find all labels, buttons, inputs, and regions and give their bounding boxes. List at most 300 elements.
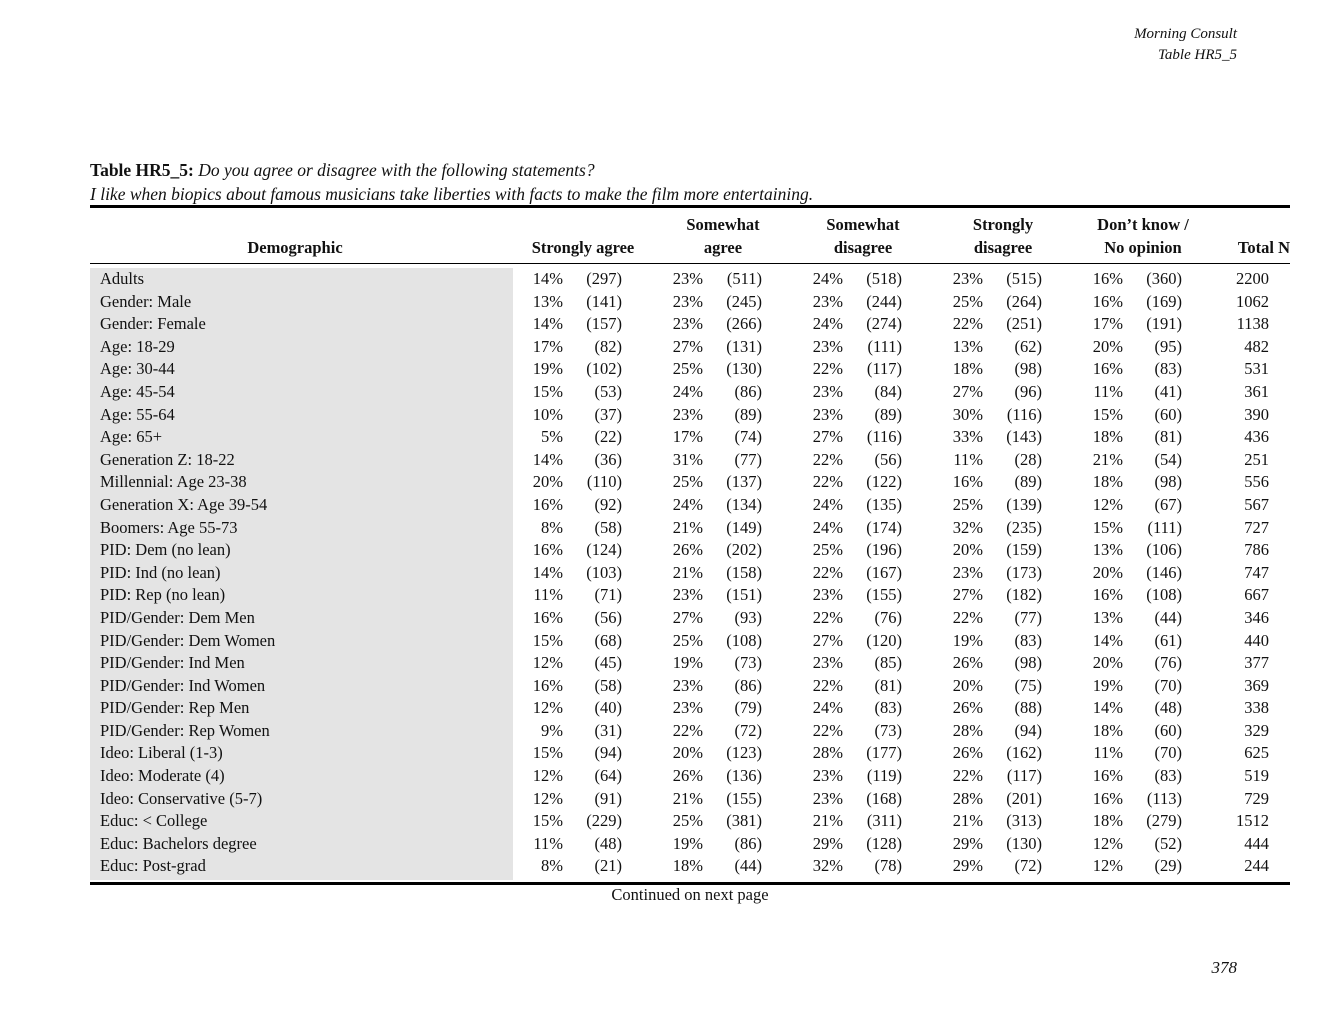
somewhat-agree-count: (72) [734, 720, 762, 740]
strongly-disagree-count: (88) [1014, 698, 1042, 718]
somewhat-agree-count: (79) [734, 698, 762, 718]
strongly-disagree-pct: 26% [952, 698, 983, 718]
somewhat-disagree-count: (196) [866, 540, 902, 560]
dont-know-pct: 20% [1092, 653, 1123, 673]
somewhat-disagree-pct: 23% [812, 381, 843, 401]
somewhat-disagree-pct: 27% [812, 630, 843, 650]
strongly-disagree-count: (313) [1006, 811, 1042, 831]
somewhat-disagree-pct: 23% [812, 766, 843, 786]
strongly-disagree-pct: 29% [952, 856, 983, 876]
somewhat-agree-count: (511) [726, 269, 762, 288]
strongly-agree-pct: 14% [532, 562, 563, 582]
strongly-disagree-count: (159) [1006, 540, 1042, 560]
dont-know-pct: 16% [1092, 585, 1123, 605]
dont-know-count: (279) [1146, 811, 1182, 831]
strongly-agree-count: (297) [586, 269, 622, 288]
somewhat-agree-count: (73) [734, 653, 762, 673]
total-n: 338 [1244, 698, 1269, 718]
strongly-agree-count: (64) [594, 766, 622, 786]
dont-know-pct: 19% [1092, 675, 1123, 695]
table-row [90, 449, 1290, 472]
total-n: 369 [1244, 675, 1269, 695]
somewhat-agree-pct: 26% [672, 540, 703, 560]
somewhat-agree-pct: 26% [672, 766, 703, 786]
dont-know-count: (81) [1154, 427, 1182, 447]
somewhat-agree-count: (134) [726, 494, 762, 514]
strongly-disagree-count: (72) [1014, 856, 1042, 876]
dont-know-pct: 18% [1092, 472, 1123, 492]
row-label: Age: 55-64 [100, 404, 175, 424]
table-row [90, 584, 1290, 607]
row-label: PID/Gender: Dem Women [100, 630, 276, 650]
strongly-disagree-count: (28) [1014, 449, 1042, 469]
dont-know-count: (146) [1146, 562, 1182, 582]
total-n: 377 [1244, 653, 1269, 673]
somewhat-agree-count: (93) [734, 607, 762, 627]
somewhat-disagree-count: (84) [874, 381, 902, 401]
somewhat-agree-pct: 25% [672, 359, 703, 379]
dont-know-pct: 16% [1092, 766, 1123, 786]
somewhat-disagree-count: (244) [866, 291, 902, 311]
strongly-agree-count: (36) [594, 449, 622, 469]
somewhat-agree-pct: 23% [672, 675, 703, 695]
col-header-strongly-disagree-line2: disagree [973, 238, 1033, 257]
dont-know-pct: 14% [1092, 630, 1123, 650]
row-label: Ideo: Moderate (4) [100, 766, 225, 786]
strongly-disagree-count: (173) [1006, 562, 1042, 582]
strongly-disagree-pct: 27% [952, 585, 983, 605]
somewhat-agree-pct: 18% [672, 856, 703, 876]
strongly-disagree-count: (515) [1006, 269, 1042, 288]
table-row [90, 313, 1290, 336]
somewhat-disagree-count: (78) [874, 856, 902, 876]
somewhat-disagree-pct: 23% [812, 336, 843, 356]
row-label: PID/Gender: Rep Women [100, 720, 270, 740]
total-n: 436 [1244, 427, 1269, 447]
somewhat-agree-count: (151) [726, 585, 762, 605]
col-header-strongly-disagree-line1: Strongly [972, 215, 1034, 234]
somewhat-agree-pct: 24% [672, 381, 703, 401]
strongly-disagree-pct: 21% [952, 811, 983, 831]
dont-know-count: (44) [1154, 607, 1182, 627]
strongly-agree-count: (92) [594, 494, 622, 514]
table-row [90, 562, 1290, 585]
col-header-somewhat-agree-line2: agree [703, 238, 743, 257]
somewhat-agree-count: (86) [734, 381, 762, 401]
col-header-total-n: Total N [1237, 238, 1290, 257]
strongly-disagree-pct: 33% [952, 427, 983, 447]
table-row [90, 607, 1290, 630]
somewhat-agree-count: (89) [734, 404, 762, 424]
strongly-agree-pct: 15% [532, 811, 563, 831]
somewhat-agree-pct: 27% [672, 336, 703, 356]
somewhat-disagree-pct: 23% [812, 404, 843, 424]
somewhat-agree-pct: 17% [672, 427, 703, 447]
somewhat-disagree-pct: 23% [812, 788, 843, 808]
strongly-disagree-pct: 18% [952, 359, 983, 379]
somewhat-agree-pct: 27% [672, 607, 703, 627]
dont-know-count: (67) [1154, 494, 1182, 514]
row-label: Ideo: Conservative (5-7) [100, 788, 263, 808]
caption-label: Table HR5_5: [90, 160, 194, 180]
somewhat-disagree-count: (119) [866, 766, 902, 786]
strongly-agree-count: (229) [586, 811, 622, 831]
somewhat-agree-count: (131) [726, 336, 762, 356]
somewhat-agree-count: (136) [726, 766, 762, 786]
strongly-agree-count: (71) [594, 585, 622, 605]
somewhat-disagree-pct: 28% [812, 743, 843, 763]
strongly-disagree-count: (96) [1014, 381, 1042, 401]
table-row [90, 833, 1290, 856]
strongly-disagree-pct: 13% [952, 336, 983, 356]
table-row [90, 381, 1290, 404]
total-n: 556 [1244, 472, 1269, 492]
table-row [90, 336, 1290, 359]
strongly-agree-count: (21) [594, 856, 622, 876]
dont-know-pct: 13% [1092, 607, 1123, 627]
dont-know-pct: 16% [1092, 359, 1123, 379]
strongly-agree-pct: 8% [541, 856, 563, 876]
total-n: 482 [1244, 336, 1269, 356]
dont-know-count: (52) [1154, 833, 1182, 853]
row-label: Age: 18-29 [100, 336, 175, 356]
dont-know-pct: 16% [1092, 291, 1123, 311]
total-n: 667 [1244, 585, 1269, 605]
strongly-disagree-pct: 28% [952, 720, 983, 740]
somewhat-disagree-pct: 22% [812, 449, 843, 469]
somewhat-disagree-count: (81) [874, 675, 902, 695]
row-label: Gender: Male [100, 291, 192, 311]
strongly-disagree-pct: 11% [953, 449, 983, 469]
strongly-agree-pct: 16% [532, 494, 563, 514]
strongly-agree-pct: 12% [532, 653, 563, 673]
somewhat-disagree-count: (177) [866, 743, 902, 763]
strongly-disagree-pct: 22% [952, 314, 983, 334]
strongly-disagree-count: (235) [1006, 517, 1042, 537]
strongly-agree-pct: 11% [533, 833, 563, 853]
table-top-rule [90, 205, 1290, 208]
dont-know-pct: 15% [1092, 517, 1123, 537]
somewhat-disagree-count: (89) [874, 404, 902, 424]
somewhat-agree-count: (44) [734, 856, 762, 876]
col-header-demographic: Demographic [247, 238, 343, 257]
row-label: Ideo: Liberal (1-3) [100, 743, 223, 763]
somewhat-agree-count: (245) [726, 291, 762, 311]
total-n: 251 [1244, 449, 1269, 469]
dont-know-pct: 14% [1092, 698, 1123, 718]
strongly-agree-count: (110) [586, 472, 622, 492]
strongly-disagree-count: (117) [1006, 766, 1042, 786]
somewhat-disagree-pct: 23% [812, 585, 843, 605]
dont-know-count: (48) [1154, 698, 1182, 718]
total-n: 519 [1244, 766, 1269, 786]
somewhat-disagree-count: (85) [874, 653, 902, 673]
strongly-agree-count: (40) [594, 698, 622, 718]
dont-know-pct: 11% [1093, 743, 1123, 763]
somewhat-agree-pct: 23% [672, 698, 703, 718]
somewhat-agree-pct: 21% [672, 562, 703, 582]
dont-know-pct: 15% [1092, 404, 1123, 424]
row-label: Gender: Female [100, 314, 206, 334]
strongly-agree-count: (48) [594, 833, 622, 853]
dont-know-pct: 18% [1092, 427, 1123, 447]
strongly-disagree-pct: 32% [952, 517, 983, 537]
strongly-agree-pct: 13% [532, 291, 563, 311]
header-table-id: Table HR5_5 [1157, 47, 1237, 63]
strongly-agree-count: (124) [586, 540, 622, 560]
dont-know-count: (83) [1154, 359, 1182, 379]
dont-know-pct: 16% [1092, 788, 1123, 808]
row-label: Educ: Bachelors degree [100, 833, 257, 853]
somewhat-disagree-pct: 22% [812, 472, 843, 492]
strongly-agree-pct: 10% [532, 404, 563, 424]
strongly-agree-count: (31) [594, 720, 622, 740]
somewhat-agree-count: (155) [726, 788, 762, 808]
somewhat-agree-pct: 21% [672, 517, 703, 537]
page-number: 378 [1211, 958, 1237, 977]
table-row [90, 855, 1290, 878]
dont-know-count: (29) [1154, 856, 1182, 876]
dont-know-pct: 21% [1092, 449, 1123, 469]
strongly-disagree-count: (94) [1014, 720, 1042, 740]
dont-know-count: (70) [1154, 743, 1182, 763]
strongly-agree-count: (157) [586, 314, 622, 334]
somewhat-agree-pct: 21% [672, 788, 703, 808]
somewhat-agree-pct: 23% [672, 291, 703, 311]
somewhat-disagree-count: (274) [866, 314, 902, 334]
strongly-agree-count: (94) [594, 743, 622, 763]
somewhat-agree-count: (149) [726, 517, 762, 537]
strongly-agree-count: (103) [586, 562, 622, 582]
somewhat-disagree-pct: 24% [812, 314, 843, 334]
col-header-dont-know [1083, 213, 1203, 259]
strongly-disagree-count: (264) [1006, 291, 1042, 311]
strongly-disagree-pct: 22% [952, 607, 983, 627]
table-row [90, 358, 1290, 381]
row-label: Age: 30-44 [100, 359, 175, 379]
dont-know-count: (98) [1154, 472, 1182, 492]
row-label: Generation X: Age 39-54 [100, 494, 268, 514]
strongly-disagree-pct: 28% [952, 788, 983, 808]
somewhat-disagree-pct: 22% [812, 562, 843, 582]
strongly-disagree-count: (98) [1014, 653, 1042, 673]
somewhat-agree-count: (86) [734, 675, 762, 695]
somewhat-agree-count: (381) [726, 811, 762, 831]
strongly-agree-pct: 12% [532, 788, 563, 808]
somewhat-agree-count: (74) [734, 427, 762, 447]
dont-know-pct: 12% [1092, 833, 1123, 853]
somewhat-disagree-pct: 21% [812, 811, 843, 831]
dont-know-count: (41) [1154, 381, 1182, 401]
strongly-agree-count: (91) [594, 788, 622, 808]
header-org: Morning Consult [1134, 26, 1237, 42]
somewhat-agree-pct: 31% [672, 449, 703, 469]
somewhat-disagree-pct: 24% [812, 517, 843, 537]
col-header-strongly-disagree [943, 213, 1063, 259]
somewhat-disagree-count: (120) [866, 630, 902, 650]
col-header-dont-know-line2: No opinion [1104, 238, 1182, 257]
col-header-strongly-agree: Strongly agree [531, 238, 635, 257]
table-row [90, 810, 1290, 833]
strongly-disagree-count: (251) [1006, 314, 1042, 334]
strongly-agree-count: (68) [594, 630, 622, 650]
somewhat-agree-count: (137) [726, 472, 762, 492]
total-n: 1062 [1236, 291, 1269, 311]
somewhat-disagree-pct: 24% [812, 698, 843, 718]
dont-know-count: (95) [1154, 336, 1182, 356]
somewhat-agree-pct: 19% [672, 833, 703, 853]
strongly-disagree-count: (89) [1014, 472, 1042, 492]
col-header-dont-know-line1: Don’t know / [1097, 215, 1189, 234]
table-row [90, 494, 1290, 517]
strongly-disagree-count: (162) [1006, 743, 1042, 763]
somewhat-disagree-count: (311) [866, 811, 902, 831]
strongly-agree-count: (82) [594, 336, 622, 356]
total-n: 329 [1244, 720, 1269, 740]
strongly-agree-pct: 9% [541, 720, 563, 740]
strongly-disagree-count: (201) [1006, 788, 1042, 808]
somewhat-disagree-pct: 23% [812, 653, 843, 673]
row-label: Age: 65+ [100, 427, 163, 447]
somewhat-disagree-pct: 23% [812, 291, 843, 311]
somewhat-agree-pct: 22% [672, 720, 703, 740]
running-header [1134, 24, 1237, 66]
dont-know-count: (106) [1146, 540, 1182, 560]
table-row [90, 291, 1290, 314]
dont-know-count: (60) [1154, 720, 1182, 740]
col-header-somewhat-agree [663, 213, 783, 259]
somewhat-disagree-count: (76) [874, 607, 902, 627]
dont-know-count: (60) [1154, 404, 1182, 424]
dont-know-count: (360) [1146, 269, 1182, 288]
strongly-disagree-count: (139) [1006, 494, 1042, 514]
row-label: Adults [100, 269, 145, 288]
total-n: 346 [1244, 607, 1269, 627]
table-row [90, 720, 1290, 743]
strongly-agree-pct: 5% [541, 427, 563, 447]
somewhat-disagree-count: (122) [866, 472, 902, 492]
somewhat-disagree-pct: 22% [812, 675, 843, 695]
row-label: PID: Rep (no lean) [100, 585, 226, 605]
somewhat-disagree-count: (168) [866, 788, 902, 808]
somewhat-disagree-count: (83) [874, 698, 902, 718]
strongly-agree-pct: 12% [532, 766, 563, 786]
somewhat-disagree-pct: 25% [812, 540, 843, 560]
strongly-disagree-pct: 22% [952, 766, 983, 786]
table-row [90, 404, 1290, 427]
dont-know-count: (83) [1154, 766, 1182, 786]
somewhat-agree-pct: 23% [672, 585, 703, 605]
strongly-disagree-pct: 26% [952, 743, 983, 763]
strongly-agree-pct: 14% [532, 314, 563, 334]
dont-know-pct: 12% [1092, 494, 1123, 514]
dont-know-count: (70) [1154, 675, 1182, 695]
strongly-disagree-pct: 23% [952, 269, 983, 288]
table-row [90, 765, 1290, 788]
somewhat-agree-pct: 23% [672, 269, 703, 288]
dont-know-pct: 18% [1092, 811, 1123, 831]
row-label: Educ: < College [100, 811, 208, 831]
dont-know-count: (111) [1147, 517, 1182, 537]
row-label: Millennial: Age 23-38 [100, 472, 247, 492]
dont-know-count: (113) [1146, 788, 1182, 808]
row-label: PID: Dem (no lean) [100, 540, 231, 560]
strongly-agree-pct: 12% [532, 698, 563, 718]
total-n: 1138 [1236, 314, 1269, 334]
somewhat-agree-count: (77) [734, 449, 762, 469]
dont-know-pct: 18% [1092, 720, 1123, 740]
somewhat-agree-count: (158) [726, 562, 762, 582]
total-n: 244 [1244, 856, 1269, 876]
table-row [90, 697, 1290, 720]
table-row [90, 268, 1290, 291]
strongly-disagree-pct: 27% [952, 381, 983, 401]
total-n: 729 [1244, 788, 1269, 808]
somewhat-disagree-count: (518) [866, 269, 902, 288]
somewhat-agree-count: (123) [726, 743, 762, 763]
total-n: 727 [1244, 517, 1269, 537]
somewhat-disagree-count: (56) [874, 449, 902, 469]
dont-know-pct: 16% [1092, 269, 1123, 288]
table-row [90, 517, 1290, 540]
caption-statement: I like when biopics about famous musicians take liberties with facts to make the film more entertaining. [90, 184, 814, 204]
total-n: 786 [1244, 540, 1269, 560]
col-header-somewhat-disagree [803, 213, 923, 259]
caption-question: Do you agree or disagree with the following statements? [198, 160, 595, 180]
strongly-agree-count: (22) [594, 427, 622, 447]
somewhat-disagree-count: (111) [867, 336, 902, 356]
strongly-disagree-pct: 29% [952, 833, 983, 853]
strongly-agree-pct: 15% [532, 381, 563, 401]
strongly-disagree-count: (62) [1014, 336, 1042, 356]
total-n: 625 [1244, 743, 1269, 763]
strongly-disagree-pct: 16% [952, 472, 983, 492]
strongly-disagree-pct: 25% [952, 494, 983, 514]
somewhat-agree-pct: 25% [672, 630, 703, 650]
row-label: Age: 45-54 [100, 381, 175, 401]
dont-know-count: (191) [1146, 314, 1182, 334]
strongly-disagree-pct: 30% [952, 404, 983, 424]
somewhat-agree-count: (130) [726, 359, 762, 379]
strongly-agree-count: (58) [594, 517, 622, 537]
col-header-somewhat-disagree-line1: Somewhat [826, 215, 900, 234]
dont-know-count: (54) [1154, 449, 1182, 469]
somewhat-disagree-pct: 29% [812, 833, 843, 853]
total-n: 1512 [1236, 811, 1269, 831]
table-row [90, 742, 1290, 765]
somewhat-agree-count: (266) [726, 314, 762, 334]
dont-know-pct: 12% [1092, 856, 1123, 876]
strongly-agree-pct: 19% [532, 359, 563, 379]
strongly-agree-count: (141) [586, 291, 622, 311]
somewhat-disagree-count: (135) [866, 494, 902, 514]
somewhat-disagree-pct: 24% [812, 269, 843, 288]
somewhat-agree-pct: 25% [672, 811, 703, 831]
dont-know-count: (61) [1154, 630, 1182, 650]
table-row [90, 471, 1290, 494]
strongly-disagree-pct: 26% [952, 653, 983, 673]
somewhat-disagree-pct: 32% [812, 856, 843, 876]
somewhat-disagree-pct: 27% [812, 427, 843, 447]
somewhat-disagree-count: (155) [866, 585, 902, 605]
strongly-disagree-pct: 20% [952, 675, 983, 695]
table-row [90, 652, 1290, 675]
somewhat-disagree-pct: 22% [812, 607, 843, 627]
col-header-somewhat-agree-line1: Somewhat [686, 215, 760, 234]
table-row [90, 539, 1290, 562]
strongly-agree-pct: 14% [532, 269, 563, 288]
somewhat-agree-count: (108) [726, 630, 762, 650]
